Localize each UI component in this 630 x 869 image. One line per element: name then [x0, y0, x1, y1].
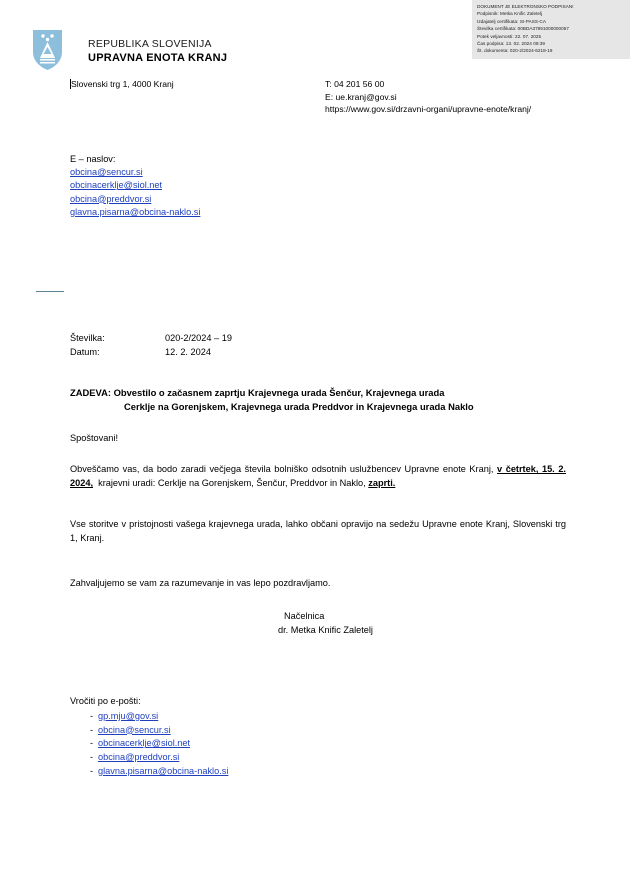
esign-line-signer: Podpisnik: Metka Knific Zaletelj: [477, 11, 543, 17]
esign-line-expiry: Potek veljavnosti: 22. 07. 2025: [477, 33, 542, 39]
office-address-text: Slovenski trg 1, 4000 Kranj: [71, 79, 174, 89]
body-greeting: Spoštovani!: [70, 433, 119, 443]
horizontal-divider: [36, 291, 64, 292]
reference-date-label: Datum:: [70, 347, 100, 357]
esign-line-title: DOKUMENT JE ELEKTRONSKO PODPISAN!: [477, 4, 574, 9]
delivery-bullet-dash: -: [90, 752, 94, 763]
subject-line-1: ZADEVA: Obvestilo o začasnem zaprtju Krajevnega urada Šenčur, Krajevnega urada: [70, 387, 445, 398]
contact-phone: T: 04 201 56 00: [325, 79, 385, 89]
recipient-email-link[interactable]: obcina@preddvor.si: [70, 193, 152, 204]
organization-block: [88, 29, 227, 65]
body-emphasis-date: v četrtek, 15. 2. 2024,: [70, 464, 566, 489]
signature-name: dr. Metka Knific Zaletelj: [278, 625, 373, 636]
recipient-block: [70, 153, 200, 219]
body-main-part2: krajevni uradi: Cerklje na Gorenjskem, Šenčur, Preddvor in Naklo,: [98, 478, 366, 489]
contact-email: E: ue.kranj@gov.si: [325, 91, 397, 102]
reference-date-value: 12. 2. 2024: [165, 347, 211, 357]
delivery-list-item: [70, 710, 228, 724]
esign-line-sign-time: Čas podpisa: 13. 02. 2024 09:39: [477, 41, 545, 47]
reference-number-value: 020-2/2024 – 19: [165, 333, 232, 343]
recipient-email-link[interactable]: obcinacerklje@siol.net: [70, 180, 163, 191]
delivery-list-item: [70, 724, 228, 738]
reference-number-label: Številka:: [70, 333, 105, 343]
delivery-email-link[interactable]: obcina@preddvor.si: [98, 752, 180, 763]
esign-line-doc-number: Št. dokumenta: 020-2/2024-6218-19: [477, 48, 553, 54]
delivery-bullet-dash: -: [90, 710, 94, 721]
body-main-part1: Obveščamo vas, da bodo zaradi večjega števila bolniško odsotnih uslužbencev Upravne enote Kranj,: [70, 464, 494, 474]
reference-date-row: [70, 345, 232, 359]
recipient-email-link[interactable]: obcina@sencur.si: [70, 167, 143, 178]
contact-details: [325, 78, 531, 116]
reference-number-row: [70, 331, 232, 345]
signature-block: [278, 609, 373, 638]
delivery-email-link[interactable]: glavna.pisarna@obcina-naklo.si: [98, 765, 229, 776]
reference-block: [70, 331, 232, 359]
subject-line-2: Cerklje na Gorenjskem, Krajevnega urada Preddvor in Krajevnega urada Naklo: [124, 401, 474, 412]
contact-website: https://www.gov.si/drzavni-organi/upravne-enote/kranj/: [325, 104, 532, 115]
organization-unit: UPRAVNA ENOTA KRANJ: [88, 52, 228, 64]
slovenia-coat-of-arms-icon: [32, 29, 63, 71]
subject-block: [70, 386, 566, 414]
delivery-list-item: [70, 751, 228, 765]
delivery-email-link[interactable]: obcina@sencur.si: [98, 724, 171, 735]
delivery-email-link[interactable]: gp.mju@gov.si: [98, 710, 159, 721]
signature-title: Načelnica: [284, 611, 325, 621]
electronic-signature-stamp: [472, 0, 630, 59]
office-address: [70, 78, 174, 90]
recipient-email-link[interactable]: glavna.pisarna@obcina-naklo.si: [70, 206, 201, 217]
delivery-bullet-dash: -: [90, 724, 94, 735]
esign-line-issuer: Izdajatelj certifikata: SI-PASS-CA: [477, 18, 547, 24]
organization-country: REPUBLIKA SLOVENIJA: [88, 38, 212, 50]
body-main-paragraph: [70, 462, 566, 491]
delivery-block: [70, 695, 228, 779]
letterhead: [32, 29, 227, 71]
body-services-paragraph: Vse storitve v pristojnosti vašega krajevnega urada, lahko občani opravijo na sedežu Upravne enote Kranj, Slovenski trg 1, Kranj.: [70, 519, 566, 544]
delivery-bullet-dash: -: [90, 765, 94, 776]
delivery-list-item: [70, 765, 228, 779]
recipient-block-title: E – naslov:: [70, 154, 116, 164]
body-thanks-paragraph: Zahvaljujemo se vam za razumevanje in vas lepo pozdravljamo.: [70, 578, 331, 588]
delivery-email-link[interactable]: obcinacerklje@siol.net: [98, 738, 191, 749]
esign-line-cert-number: Številka certifikata: 00BDA37891000000057: [477, 26, 569, 32]
delivery-title: Vročiti po e-pošti:: [70, 696, 141, 706]
delivery-bullet-dash: -: [90, 738, 94, 749]
delivery-list-item: [70, 737, 228, 751]
body-emphasis-closed: zaprti.: [368, 478, 396, 489]
